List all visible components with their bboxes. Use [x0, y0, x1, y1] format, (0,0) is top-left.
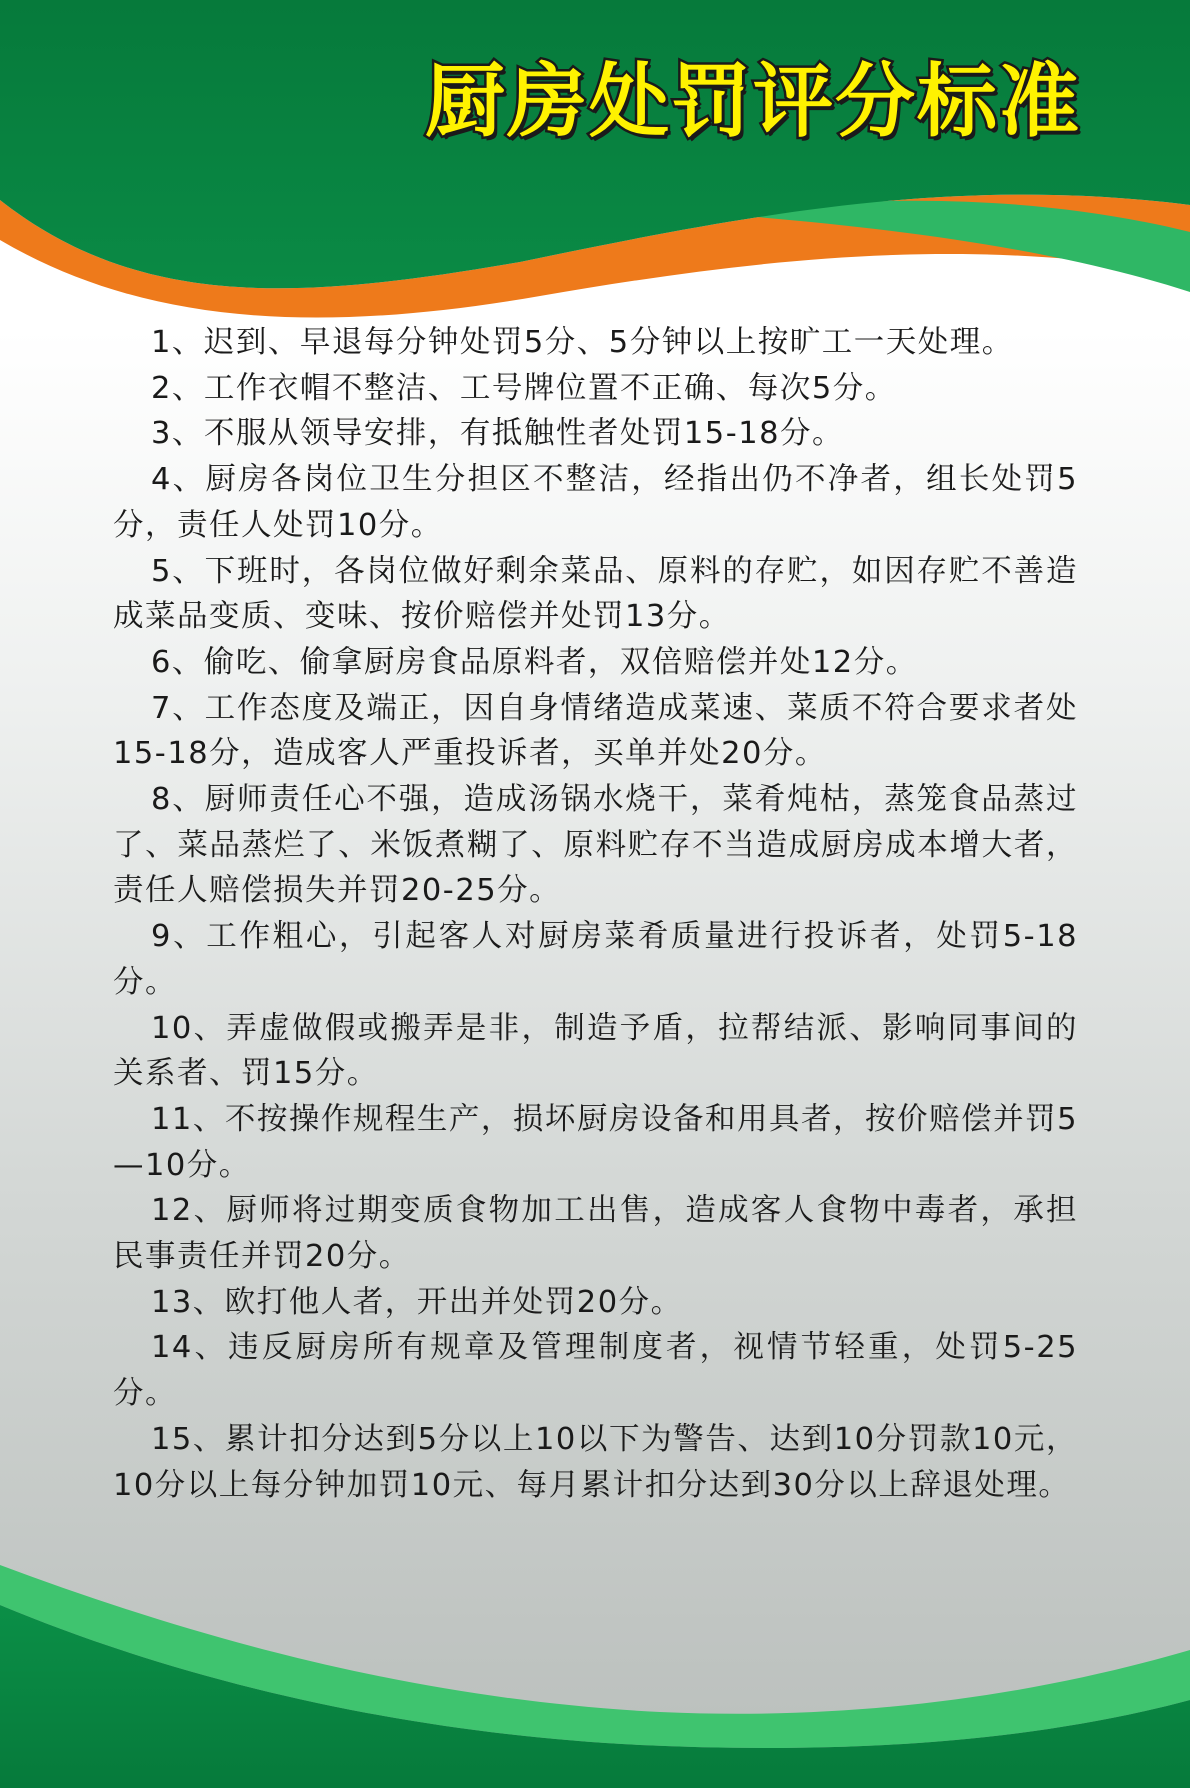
rule-item: 1、迟到、早退每分钟处罚5分、5分钟以上按旷工一天处理。 [151, 325, 1014, 360]
rule-item: 6、偷吃、偷拿厨房食品原料者，双倍赔偿并处12分。 [151, 644, 918, 680]
rule-item: 8、厨师责任心不强，造成汤锅水烧干，菜肴炖枯，蒸笼食品蒸过了、菜品蒸烂了、米饭煮糊了、原料贮存不当造成厨房成本增大者，责任人赔偿损失并罚20-25分。 [113, 782, 1078, 909]
rule-item: 15、累计扣分达到5分以上10以下为警告、达到10分罚款10元，10分以上每分钟加罚10元、每月累计扣分达到30分以上辞退处理。 [113, 1421, 1078, 1503]
rule-item: 10、弄虚做假或搬弄是非，制造予盾，拉帮结派、影响同事间的关系者、罚15分。 [113, 1010, 1078, 1092]
rule-item: 13、欧打他人者，开出并处罚20分。 [151, 1284, 683, 1320]
rule-item: 2、工作衣帽不整洁、工号牌位置不正确、每次5分。 [151, 370, 897, 406]
poster-title: 厨房处罚评分标准 [425, 55, 1081, 148]
rule-item: 12、厨师将过期变质食物加工出售，造成客人食物中毒者，承担民事责任并罚20分。 [113, 1193, 1078, 1275]
rule-item: 7、工作态度及端正，因自身情绪造成菜速、菜质不符合要求者处15-18分，造成客人严重投诉者，买单并处20分。 [113, 690, 1078, 772]
rule-item: 4、厨房各岗位卫生分担区不整洁，经指出仍不净者，组长处罚5分，责任人处罚10分。 [113, 462, 1078, 543]
rule-item: 5、下班时，各岗位做好剩余菜品、原料的存贮，如因存贮不善造成菜品变质、变味、按价赔偿并处罚13分。 [113, 553, 1078, 635]
rule-item: 3、不服从领导安排，有抵触性者处罚15-18分。 [151, 416, 845, 452]
rules-list [113, 320, 1078, 1508]
rule-item: 9、工作粗心，引起客人对厨房菜肴质量进行投诉者，处罚5-18分。 [113, 919, 1078, 1000]
rule-item: 11、不按操作规程生产，损坏厨房设备和用具者，按价赔偿并罚5—10分。 [113, 1101, 1078, 1183]
rule-item: 14、违反厨房所有规章及管理制度者，视情节轻重，处罚5-25分。 [113, 1330, 1078, 1412]
